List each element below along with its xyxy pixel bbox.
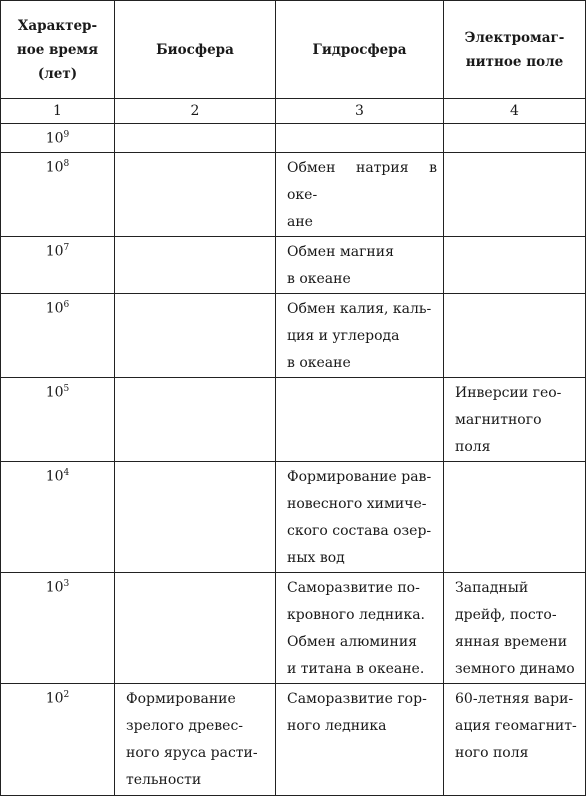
cell-text-line: ция и углерода (287, 328, 400, 344)
cell-text-line: ация геомагнит- (455, 718, 577, 734)
cell-text-line: Обмен натрия в оке- (287, 160, 437, 203)
cell-text-line: Формирование (126, 691, 236, 707)
cell-text-line: Саморазвитие по- (287, 580, 420, 596)
power-exponent: 4 (63, 468, 70, 478)
time-scale-cell (1, 684, 115, 796)
time-scale-cell (1, 294, 115, 378)
em-field-cell (444, 684, 586, 796)
cell-text-line: Формирование рав- (287, 469, 432, 485)
header-hydrosphere: Гидросфера (276, 1, 444, 99)
cell-text-line: магнитного поля (455, 412, 542, 455)
time-scale-cell (1, 462, 115, 573)
cell-text-line: дрейф, посто- (455, 607, 557, 623)
cell-text-line: земного динамо (455, 661, 575, 677)
power-base: 10 (45, 690, 64, 707)
column-number: 2 (115, 99, 276, 124)
power-base: 10 (45, 243, 64, 260)
table-row (1, 294, 586, 378)
time-scale-cell (1, 237, 115, 294)
time-scale-cell (1, 573, 115, 684)
em-field-cell (444, 573, 586, 684)
biosphere-cell (115, 124, 276, 153)
column-number: 4 (444, 99, 586, 124)
cell-text-line: в океане (287, 271, 351, 287)
power-base: 10 (45, 468, 64, 485)
biosphere-cell (115, 294, 276, 378)
header-row (1, 1, 586, 99)
cell-text-line: Обмен магния (287, 244, 394, 260)
power-exponent: 6 (63, 300, 70, 310)
em-field-cell (444, 237, 586, 294)
em-field-cell (444, 462, 586, 573)
cell-text-line: ане (287, 214, 313, 230)
table-row (1, 462, 586, 573)
power-exponent: 5 (63, 384, 70, 394)
power-base: 10 (45, 159, 64, 176)
header-biosphere: Биосфера (115, 1, 276, 99)
cell-text-line: кровного ледника. (287, 607, 426, 623)
table-row (1, 684, 586, 796)
cell-text-line: зрелого древес- (126, 718, 244, 734)
header-em-field: Электромаг- нитное поле (444, 1, 586, 99)
cell-text-line: Инверсии гео- (455, 385, 562, 401)
biosphere-cell (115, 462, 276, 573)
time-scale-cell (1, 378, 115, 462)
time-scale-cell (1, 153, 115, 237)
em-field-cell (444, 294, 586, 378)
em-field-cell (444, 153, 586, 237)
power-exponent: 8 (63, 159, 70, 169)
power-base: 10 (45, 579, 64, 596)
table-body (1, 124, 586, 796)
hydrosphere-cell (276, 378, 444, 462)
cell-text-line: Саморазвитие гор- (287, 691, 427, 707)
cell-text-line: 60-летняя вари- (455, 691, 574, 707)
cell-text-line: янная времени (455, 634, 568, 650)
hydrosphere-cell (276, 573, 444, 684)
cell-text-line: ного яруса расти- (126, 745, 258, 761)
cell-text-line: ных вод (287, 550, 345, 566)
time-scale-cell (1, 124, 115, 153)
hydrosphere-cell (276, 462, 444, 573)
cell-text-line: Западный (455, 580, 529, 596)
table-row (1, 573, 586, 684)
hydrosphere-cell (276, 124, 444, 153)
table-row (1, 124, 586, 153)
power-base: 10 (45, 384, 64, 401)
em-field-cell (444, 124, 586, 153)
power-base: 10 (45, 130, 64, 147)
hydrosphere-cell (276, 294, 444, 378)
biosphere-cell (115, 684, 276, 796)
power-exponent: 7 (63, 243, 70, 253)
column-number: 1 (1, 99, 115, 124)
biosphere-cell (115, 237, 276, 294)
cell-text-line: ского состава озер- (287, 523, 432, 539)
biosphere-cell (115, 378, 276, 462)
cell-text-line: ного ледника (287, 718, 387, 734)
cell-text-line: Обмен алюминия (287, 634, 418, 650)
em-field-cell (444, 378, 586, 462)
hydrosphere-cell (276, 237, 444, 294)
cell-text-line: тельности (126, 772, 202, 788)
power-exponent: 9 (63, 130, 70, 140)
table-row (1, 378, 586, 462)
power-base: 10 (45, 300, 64, 317)
column-number-row (1, 99, 586, 124)
cell-text-line: Обмен калия, каль- (287, 301, 432, 317)
header-time: Характер- ное время (лет) (1, 1, 115, 99)
biosphere-cell (115, 573, 276, 684)
hydrosphere-cell (276, 684, 444, 796)
hydrosphere-cell (276, 153, 444, 237)
column-number: 3 (276, 99, 444, 124)
table-row (1, 153, 586, 237)
table-row (1, 237, 586, 294)
power-exponent: 3 (63, 579, 70, 589)
biosphere-cell (115, 153, 276, 237)
cell-text-line: ного поля (455, 745, 529, 761)
cell-text-line: новесного химиче- (287, 496, 427, 512)
cell-text-line: и титана в океане. (287, 661, 425, 677)
cell-text-line: в океане (287, 355, 351, 371)
power-exponent: 2 (63, 690, 70, 700)
